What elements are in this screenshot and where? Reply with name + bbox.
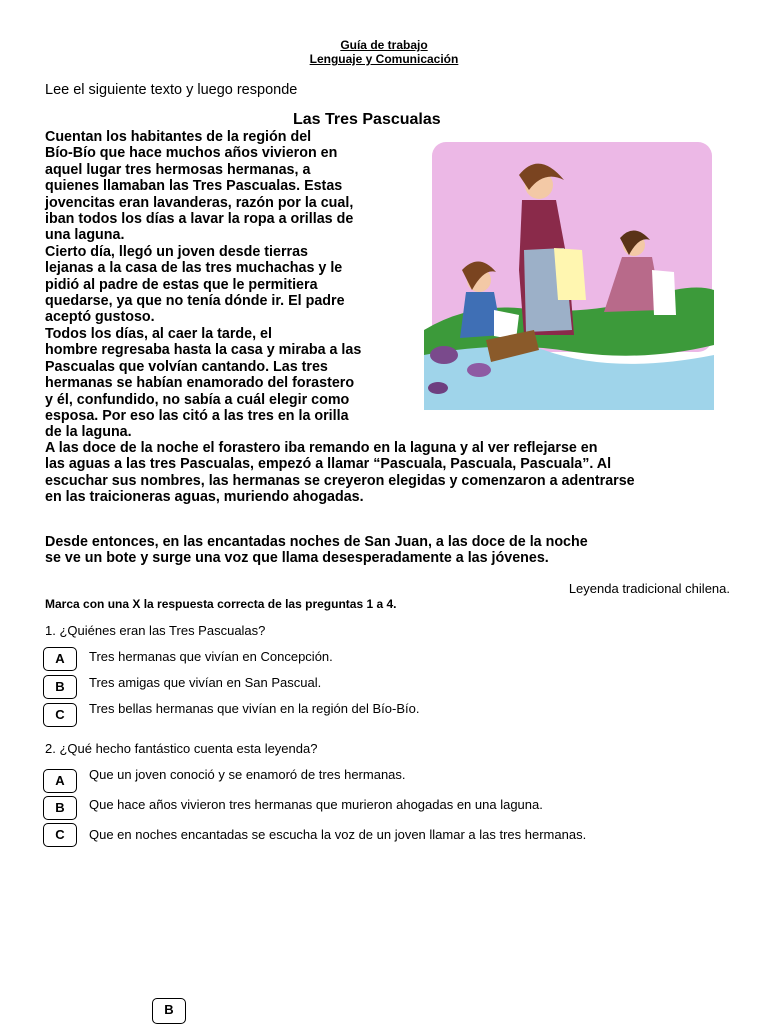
question-1: 1. ¿Quiénes eran las Tres Pascualas?: [45, 623, 266, 638]
option-box-next-b[interactable]: B: [152, 998, 186, 1024]
story-paragraphs-narrow: Cuentan los habitantes de la región del Bío-Bío que hace muchos años vivieron en aquel lugar tres hermosas hermanas, a quienes llamaban las Tres Pascualas. Estas jovencitas eran lavanderas, razón por la cual, iban todos los días a lavar la ropa a orillas de una laguna. Cierto día, llegó un joven desde tierras lejanas a la casa de las tres muchachas y le pidió al padre de estas que le permitiera quedarse, ya que no tenía dónde ir. El padre aceptó gustoso. Todos los días, al caer la tarde, el hombre regresaba hasta la casa y miraba a las Pascualas que volvían cantando. Las tres hermanas se habían enamorado del forastero y él, confundido, no sabía a cuál elegir como esposa. Por eso las citó a las tres en la orilla de la laguna.: [45, 129, 362, 441]
story-paragraph-wide-2: Desde entonces, en las encantadas noches de San Juan, a las doce de la noche se ve un bote y surge una voz que llama desesperadamente a las jóvenes.: [45, 534, 588, 567]
worksheet-title: Guía de trabajo: [340, 38, 428, 52]
option-text-q1-b: Tres amigas que vivían en San Pascual.: [89, 675, 322, 690]
option-box-q2-c[interactable]: C: [43, 823, 77, 847]
rock: [428, 382, 448, 394]
cloth: [554, 248, 586, 300]
worksheet-subject: Lenguaje y Comunicación: [309, 52, 459, 66]
option-text-q2-a: Que un joven conoció y se enamoró de tres hermanas.: [89, 767, 406, 782]
answer-instruction: Marca con una X la respuesta correcta de las preguntas 1 a 4.: [45, 597, 397, 611]
laundry-women-illustration: [424, 140, 714, 410]
option-text-q1-a: Tres hermanas que vivían en Concepción.: [89, 649, 333, 664]
story-title: Las Tres Pascualas: [293, 111, 441, 128]
option-box-q1-a[interactable]: A: [43, 647, 77, 671]
option-box-q1-b[interactable]: B: [43, 675, 77, 699]
rock: [430, 346, 458, 364]
rock: [467, 363, 491, 377]
story-credit: Leyenda tradicional chilena.: [568, 581, 730, 596]
cloth: [652, 270, 676, 315]
option-box-q1-c[interactable]: C: [43, 703, 77, 727]
option-box-q2-a[interactable]: A: [43, 769, 77, 793]
option-text-q2-b: Que hace años vivieron tres hermanas que murieron ahogadas en una laguna.: [89, 797, 543, 812]
option-text-q2-c: Que en noches encantadas se escucha la voz de un joven llamar a las tres hermanas.: [89, 827, 587, 842]
story-paragraph-wide-1: A las doce de la noche el forastero iba remando en la laguna y al ver reflejarse en las aguas a las tres Pascualas, empezó a llamar “Pascuala, Pascuala, Pascuala”. Al escuchar sus nombres, las hermanas se creyeron elegidas y comenzaron a adentrarse en las traicioneras aguas, muriendo ahogadas.: [45, 440, 635, 506]
option-box-q2-b[interactable]: B: [43, 796, 77, 820]
question-2: 2. ¿Qué hecho fantástico cuenta esta leyenda?: [45, 741, 318, 756]
reading-instruction: Lee el siguiente texto y luego responde: [45, 82, 298, 98]
option-text-q1-c: Tres bellas hermanas que vivían en la región del Bío-Bío.: [89, 701, 420, 716]
